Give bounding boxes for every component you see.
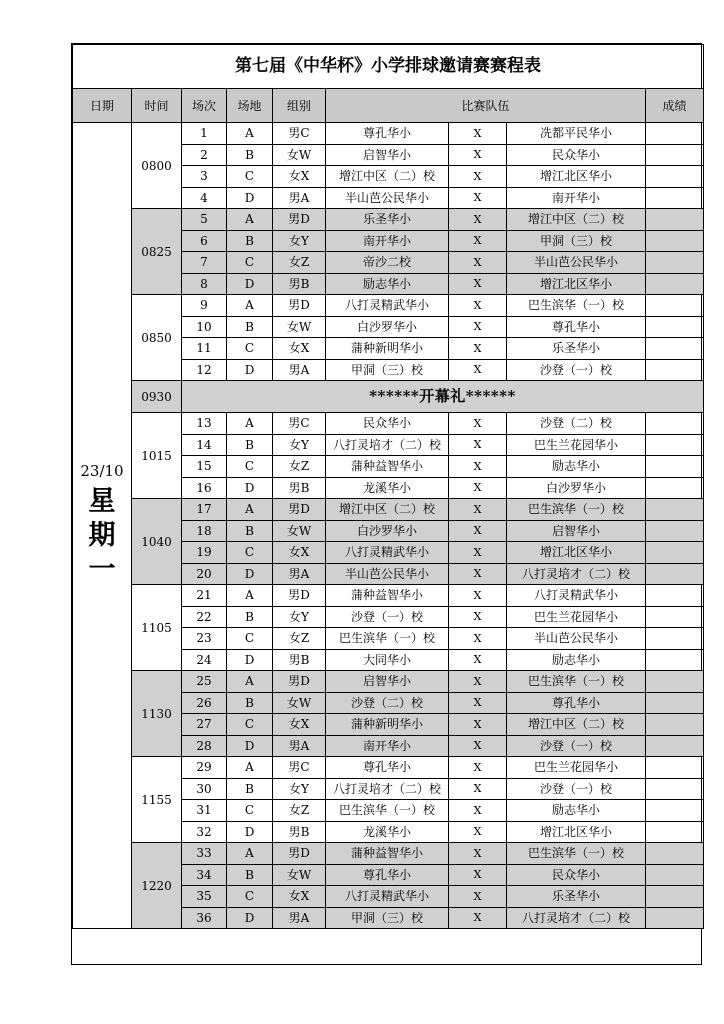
group: 男A xyxy=(273,735,326,757)
match-no: 13 xyxy=(182,413,227,435)
match-no: 17 xyxy=(182,499,227,521)
team-home: 白沙罗华小 xyxy=(326,520,449,542)
court: C xyxy=(227,456,273,478)
group: 女X xyxy=(273,166,326,188)
group: 男A xyxy=(273,563,326,585)
time-slot: 1155 xyxy=(132,757,182,843)
table-row xyxy=(73,209,704,231)
court: B xyxy=(227,520,273,542)
court: C xyxy=(227,338,273,360)
time-slot: 0850 xyxy=(132,295,182,381)
team-home: 增江中区（二）校 xyxy=(326,166,449,188)
court: C xyxy=(227,542,273,564)
group: 男A xyxy=(273,187,326,209)
group: 男B xyxy=(273,821,326,843)
result-cell xyxy=(646,520,704,542)
team-away: 巴生滨华（一）校 xyxy=(507,499,646,521)
ceremony-time: 0930 xyxy=(132,381,182,413)
team-home: 甲洞（三）校 xyxy=(326,359,449,381)
match-no: 6 xyxy=(182,230,227,252)
match-no: 4 xyxy=(182,187,227,209)
result-cell xyxy=(646,714,704,736)
time-slot: 1105 xyxy=(132,585,182,671)
team-home: 白沙罗华小 xyxy=(326,316,449,338)
court: A xyxy=(227,295,273,317)
team-away: 沙登（二）校 xyxy=(507,413,646,435)
vs-mark: X xyxy=(449,434,507,456)
team-away: 甲洞（三）校 xyxy=(507,230,646,252)
team-away: 增江北区华小 xyxy=(507,273,646,295)
team-away: 乐圣华小 xyxy=(507,338,646,360)
vs-mark: X xyxy=(449,295,507,317)
group: 女X xyxy=(273,338,326,360)
group: 女W xyxy=(273,864,326,886)
match-no: 23 xyxy=(182,628,227,650)
team-away: 乐圣华小 xyxy=(507,886,646,908)
group: 女X xyxy=(273,886,326,908)
vs-mark: X xyxy=(449,821,507,843)
result-cell xyxy=(646,123,704,145)
court: B xyxy=(227,692,273,714)
team-away: 巴生兰花园华小 xyxy=(507,606,646,628)
vs-mark: X xyxy=(449,477,507,499)
match-no: 26 xyxy=(182,692,227,714)
team-home: 巴生滨华（一）校 xyxy=(326,800,449,822)
result-cell xyxy=(646,273,704,295)
match-no: 27 xyxy=(182,714,227,736)
result-cell xyxy=(646,209,704,231)
team-away: 巴生滨华（一）校 xyxy=(507,843,646,865)
court: D xyxy=(227,735,273,757)
result-cell xyxy=(646,671,704,693)
team-away: 增江中区（二）校 xyxy=(507,714,646,736)
result-cell xyxy=(646,886,704,908)
table-row xyxy=(73,843,704,865)
match-no: 7 xyxy=(182,252,227,274)
court: A xyxy=(227,123,273,145)
team-away: 半山芭公民华小 xyxy=(507,628,646,650)
time-slot: 1040 xyxy=(132,499,182,585)
court: A xyxy=(227,413,273,435)
team-away: 白沙罗华小 xyxy=(507,477,646,499)
result-cell xyxy=(646,821,704,843)
group: 女X xyxy=(273,714,326,736)
court: B xyxy=(227,144,273,166)
vs-mark: X xyxy=(449,714,507,736)
result-cell xyxy=(646,800,704,822)
header-date: 日期 xyxy=(73,89,132,123)
team-away: 半山芭公民华小 xyxy=(507,252,646,274)
header-court: 场地 xyxy=(227,89,273,123)
team-home: 励志华小 xyxy=(326,273,449,295)
court: D xyxy=(227,821,273,843)
result-cell xyxy=(646,735,704,757)
group: 女W xyxy=(273,692,326,714)
match-no: 30 xyxy=(182,778,227,800)
court: B xyxy=(227,230,273,252)
header-match-no: 场次 xyxy=(182,89,227,123)
vs-mark: X xyxy=(449,166,507,188)
team-home: 半山芭公民华小 xyxy=(326,563,449,585)
group: 女Z xyxy=(273,628,326,650)
group: 男C xyxy=(273,757,326,779)
vs-mark: X xyxy=(449,907,507,929)
team-away: 沙登（一）校 xyxy=(507,359,646,381)
date-cell xyxy=(73,123,132,929)
result-cell xyxy=(646,843,704,865)
match-no: 34 xyxy=(182,864,227,886)
team-away: 巴生滨华（一）校 xyxy=(507,295,646,317)
table-row xyxy=(73,123,704,145)
vs-mark: X xyxy=(449,413,507,435)
court: B xyxy=(227,434,273,456)
team-away: 八打灵培才（二）校 xyxy=(507,563,646,585)
court: B xyxy=(227,778,273,800)
vs-mark: X xyxy=(449,886,507,908)
team-home: 南开华小 xyxy=(326,230,449,252)
group: 女W xyxy=(273,520,326,542)
table-row xyxy=(73,413,704,435)
team-home: 大同华小 xyxy=(326,649,449,671)
court: A xyxy=(227,671,273,693)
group: 女X xyxy=(273,542,326,564)
table-row xyxy=(73,757,704,779)
match-no: 31 xyxy=(182,800,227,822)
match-no: 20 xyxy=(182,563,227,585)
result-cell xyxy=(646,477,704,499)
team-home: 沙登（二）校 xyxy=(326,692,449,714)
vs-mark: X xyxy=(449,692,507,714)
team-home: 启智华小 xyxy=(326,144,449,166)
team-home: 巴生滨华（一）校 xyxy=(326,628,449,650)
team-home: 尊孔华小 xyxy=(326,864,449,886)
time-slot: 1220 xyxy=(132,843,182,929)
team-away: 八打灵培才（二）校 xyxy=(507,907,646,929)
vs-mark: X xyxy=(449,252,507,274)
match-no: 5 xyxy=(182,209,227,231)
team-home: 蒲种益智华小 xyxy=(326,843,449,865)
result-cell xyxy=(646,907,704,929)
court: C xyxy=(227,800,273,822)
weekday-char: 期 xyxy=(88,520,116,552)
table-row xyxy=(73,295,704,317)
page-title: 第七届《中华杯》小学排球邀请赛赛程表 xyxy=(73,45,704,89)
court: A xyxy=(227,757,273,779)
vs-mark: X xyxy=(449,144,507,166)
match-no: 3 xyxy=(182,166,227,188)
time-slot: 1015 xyxy=(132,413,182,499)
team-home: 龙溪华小 xyxy=(326,477,449,499)
result-cell xyxy=(646,628,704,650)
team-away: 励志华小 xyxy=(507,649,646,671)
vs-mark: X xyxy=(449,800,507,822)
court: A xyxy=(227,209,273,231)
team-away: 增江北区华小 xyxy=(507,166,646,188)
group: 女W xyxy=(273,144,326,166)
ceremony-label: ******开幕礼****** xyxy=(182,381,704,413)
vs-mark: X xyxy=(449,542,507,564)
court: A xyxy=(227,499,273,521)
team-away: 尊孔华小 xyxy=(507,692,646,714)
team-home: 尊孔华小 xyxy=(326,757,449,779)
team-away: 尊孔华小 xyxy=(507,316,646,338)
court: C xyxy=(227,714,273,736)
team-away: 增江北区华小 xyxy=(507,542,646,564)
team-away: 沙登（一）校 xyxy=(507,735,646,757)
match-no: 14 xyxy=(182,434,227,456)
court: D xyxy=(227,907,273,929)
match-no: 2 xyxy=(182,144,227,166)
vs-mark: X xyxy=(449,606,507,628)
header-time: 时间 xyxy=(132,89,182,123)
result-cell xyxy=(646,456,704,478)
group: 女Y xyxy=(273,778,326,800)
team-home: 蒲种新明华小 xyxy=(326,338,449,360)
group: 男D xyxy=(273,499,326,521)
team-home: 八打灵精武华小 xyxy=(326,542,449,564)
result-cell xyxy=(646,295,704,317)
match-no: 35 xyxy=(182,886,227,908)
vs-mark: X xyxy=(449,123,507,145)
court: C xyxy=(227,628,273,650)
vs-mark: X xyxy=(449,778,507,800)
team-home: 启智华小 xyxy=(326,671,449,693)
match-no: 36 xyxy=(182,907,227,929)
team-away: 冼都平民华小 xyxy=(507,123,646,145)
vs-mark: X xyxy=(449,757,507,779)
team-home: 帝沙二校 xyxy=(326,252,449,274)
result-cell xyxy=(646,144,704,166)
result-cell xyxy=(646,585,704,607)
time-slot: 0825 xyxy=(132,209,182,295)
team-away: 民众华小 xyxy=(507,144,646,166)
vs-mark: X xyxy=(449,359,507,381)
vs-mark: X xyxy=(449,585,507,607)
court: D xyxy=(227,187,273,209)
team-home: 蒲种益智华小 xyxy=(326,456,449,478)
result-cell xyxy=(646,864,704,886)
team-away: 增江北区华小 xyxy=(507,821,646,843)
team-away: 八打灵精武华小 xyxy=(507,585,646,607)
table-row xyxy=(73,671,704,693)
team-home: 增江中区（二）校 xyxy=(326,499,449,521)
ceremony-row xyxy=(73,381,704,413)
result-cell xyxy=(646,434,704,456)
team-home: 沙登（一）校 xyxy=(326,606,449,628)
group: 男B xyxy=(273,273,326,295)
date-label: 23/10 xyxy=(80,462,124,481)
vs-mark: X xyxy=(449,563,507,585)
court: D xyxy=(227,359,273,381)
court: D xyxy=(227,649,273,671)
match-no: 25 xyxy=(182,671,227,693)
team-away: 励志华小 xyxy=(507,456,646,478)
time-slot: 0800 xyxy=(132,123,182,209)
header-group: 组别 xyxy=(273,89,326,123)
match-no: 11 xyxy=(182,338,227,360)
team-home: 蒲种益智华小 xyxy=(326,585,449,607)
group: 男D xyxy=(273,585,326,607)
team-home: 甲洞（三）校 xyxy=(326,907,449,929)
group: 女W xyxy=(273,316,326,338)
group: 男D xyxy=(273,671,326,693)
header-teams: 比赛队伍 xyxy=(326,89,646,123)
group: 男D xyxy=(273,843,326,865)
match-no: 16 xyxy=(182,477,227,499)
weekday-char: 一 xyxy=(88,553,116,585)
court: A xyxy=(227,843,273,865)
team-home: 八打灵精武华小 xyxy=(326,295,449,317)
team-home: 八打灵培才（二）校 xyxy=(326,778,449,800)
result-cell xyxy=(646,230,704,252)
match-no: 15 xyxy=(182,456,227,478)
result-cell xyxy=(646,542,704,564)
weekday-char: 星 xyxy=(88,486,116,518)
group: 女Z xyxy=(273,800,326,822)
vs-mark: X xyxy=(449,843,507,865)
group: 男D xyxy=(273,209,326,231)
court: B xyxy=(227,864,273,886)
group: 男C xyxy=(273,413,326,435)
team-away: 巴生滨华（一）校 xyxy=(507,671,646,693)
match-no: 32 xyxy=(182,821,227,843)
match-no: 19 xyxy=(182,542,227,564)
vs-mark: X xyxy=(449,671,507,693)
header-result: 成绩 xyxy=(646,89,704,123)
match-no: 1 xyxy=(182,123,227,145)
result-cell xyxy=(646,252,704,274)
vs-mark: X xyxy=(449,209,507,231)
result-cell xyxy=(646,166,704,188)
match-no: 10 xyxy=(182,316,227,338)
vs-mark: X xyxy=(449,273,507,295)
match-no: 24 xyxy=(182,649,227,671)
team-home: 乐圣华小 xyxy=(326,209,449,231)
team-away: 巴生兰花园华小 xyxy=(507,757,646,779)
team-away: 巴生兰花园华小 xyxy=(507,434,646,456)
court: D xyxy=(227,477,273,499)
team-away: 增江中区（二）校 xyxy=(507,209,646,231)
vs-mark: X xyxy=(449,628,507,650)
result-cell xyxy=(646,499,704,521)
team-away: 启智华小 xyxy=(507,520,646,542)
match-no: 18 xyxy=(182,520,227,542)
header-row xyxy=(73,89,704,123)
match-no: 28 xyxy=(182,735,227,757)
team-away: 南开华小 xyxy=(507,187,646,209)
team-away: 民众华小 xyxy=(507,864,646,886)
result-cell xyxy=(646,338,704,360)
vs-mark: X xyxy=(449,456,507,478)
court: C xyxy=(227,886,273,908)
group: 女Y xyxy=(273,230,326,252)
match-no: 12 xyxy=(182,359,227,381)
group: 女Z xyxy=(273,252,326,274)
schedule-table xyxy=(72,44,704,929)
team-home: 民众华小 xyxy=(326,413,449,435)
vs-mark: X xyxy=(449,649,507,671)
group: 女Y xyxy=(273,606,326,628)
result-cell xyxy=(646,757,704,779)
vs-mark: X xyxy=(449,735,507,757)
result-cell xyxy=(646,649,704,671)
table-row xyxy=(73,499,704,521)
team-home: 八打灵精武华小 xyxy=(326,886,449,908)
team-home: 尊孔华小 xyxy=(326,123,449,145)
result-cell xyxy=(646,692,704,714)
vs-mark: X xyxy=(449,499,507,521)
vs-mark: X xyxy=(449,864,507,886)
court: D xyxy=(227,273,273,295)
group: 男D xyxy=(273,295,326,317)
match-no: 33 xyxy=(182,843,227,865)
match-no: 21 xyxy=(182,585,227,607)
team-home: 南开华小 xyxy=(326,735,449,757)
result-cell xyxy=(646,413,704,435)
vs-mark: X xyxy=(449,316,507,338)
match-no: 8 xyxy=(182,273,227,295)
group: 女Z xyxy=(273,456,326,478)
court: C xyxy=(227,166,273,188)
match-no: 29 xyxy=(182,757,227,779)
vs-mark: X xyxy=(449,338,507,360)
team-away: 沙登（一）校 xyxy=(507,778,646,800)
vs-mark: X xyxy=(449,230,507,252)
table-row xyxy=(73,585,704,607)
team-home: 蒲种新明华小 xyxy=(326,714,449,736)
group: 男B xyxy=(273,477,326,499)
vs-mark: X xyxy=(449,187,507,209)
court: B xyxy=(227,316,273,338)
result-cell xyxy=(646,778,704,800)
result-cell xyxy=(646,606,704,628)
group: 男C xyxy=(273,123,326,145)
court: A xyxy=(227,585,273,607)
result-cell xyxy=(646,316,704,338)
match-no: 22 xyxy=(182,606,227,628)
schedule-sheet xyxy=(71,43,702,965)
court: B xyxy=(227,606,273,628)
time-slot: 1130 xyxy=(132,671,182,757)
team-home: 八打灵培才（二）校 xyxy=(326,434,449,456)
team-away: 励志华小 xyxy=(507,800,646,822)
result-cell xyxy=(646,187,704,209)
court: D xyxy=(227,563,273,585)
group: 男A xyxy=(273,907,326,929)
court: C xyxy=(227,252,273,274)
group: 男B xyxy=(273,649,326,671)
vs-mark: X xyxy=(449,520,507,542)
group: 男A xyxy=(273,359,326,381)
group: 女Y xyxy=(273,434,326,456)
team-home: 龙溪华小 xyxy=(326,821,449,843)
result-cell xyxy=(646,563,704,585)
result-cell xyxy=(646,359,704,381)
match-no: 9 xyxy=(182,295,227,317)
team-home: 半山芭公民华小 xyxy=(326,187,449,209)
